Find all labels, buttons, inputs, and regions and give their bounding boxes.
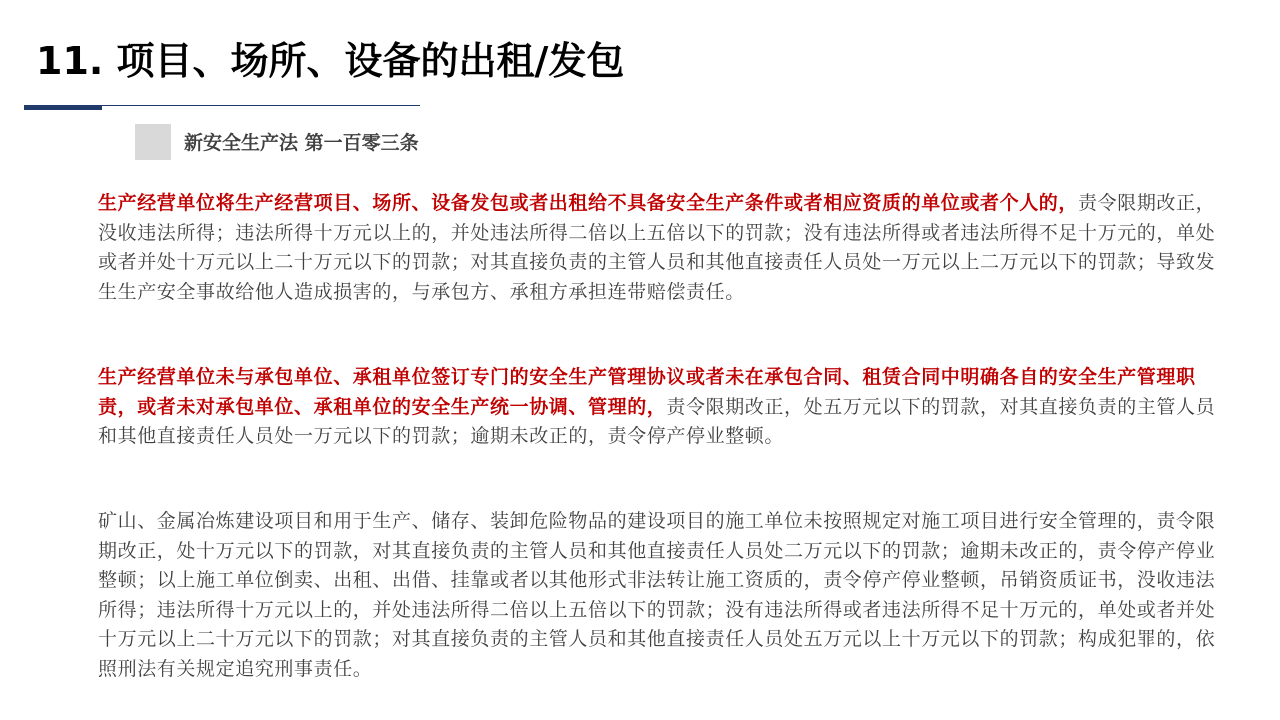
paragraph-1-body: 责令限期改正，没收违法所得；违法所得十万元以上的，并处违法所得二倍以上五倍以下的罚款；没有违法所得或者违法所得不足十万元的，单处或者并处十万元以上二十万元以下的罚款；对其直接负责的主管人员和其他直接责任人员处一万元以上二万元以下的罚款；导致发生生产安全事故给他人造成损害的，与承包方、承租方承担连带赔偿责任。 xyxy=(98,192,1216,303)
paragraph-1-highlight: 生产经营单位将生产经营项目、场所、设备发包或者出租给不具备安全生产条件或者相应资质的单位或者个人的， xyxy=(98,192,1079,214)
paragraph-1 xyxy=(98,189,1228,307)
paragraph-2-highlight: 生产经营单位未与承包单位、承租单位签订专门的安全生产管理协议或者未在承包合同、租赁合同中明确各自的安全生产管理职责，或者未对承包单位、承租单位的安全生产统一协调、管理的， xyxy=(98,366,1196,418)
paragraph-3-body: 矿山、金属冶炼建设项目和用于生产、储存、装卸危险物品的建设项目的施工单位未按照规定对施工项目进行安全管理的，责令限期改正，处十万元以下的罚款，对其直接负责的主管人员和其他直接责任人员处二万元以下的罚款；逾期未改正的，责令停产停业整顿；以上施工单位倒卖、出租、出借、挂靠或者以其他形式非法转让施工资质的，责令停产停业整顿，吊销资质证书，没收违法所得；违法所得十万元以上的，并处违法所得二倍以上五倍以下的罚款；没有违法所得或者违法所得不足十万元的，单处或者并处十万元以上二十万元以下的罚款；对其直接负责的主管人员和其他直接责任人员处五万元以上十万元以下的罚款；构成犯罪的，依照刑法有关规定追究刑事责任。 xyxy=(98,510,1216,680)
paragraph-3 xyxy=(98,507,1228,684)
slide-title: 11. 项目、场所、设备的出租/发包 xyxy=(36,39,625,83)
title-underline-accent xyxy=(24,105,102,110)
law-article-heading: 新安全生产法 第一百零三条 xyxy=(184,132,419,154)
section-marker xyxy=(135,124,171,160)
paragraph-2 xyxy=(98,363,1228,452)
paragraph-2-body: 责令限期改正，处五万元以下的罚款，对其直接负责的主管人员和其他直接责任人员处一万元以下的罚款；逾期未改正的，责令停产停业整顿。 xyxy=(98,395,1216,447)
